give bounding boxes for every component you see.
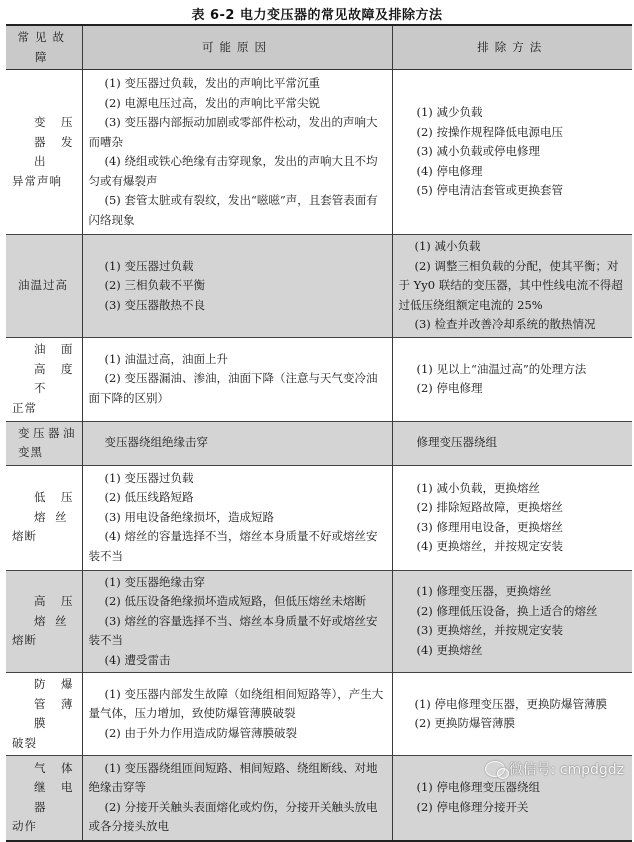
watermark-text: 微信号: cmpdgdz: [508, 762, 624, 778]
fault-cell: [6, 465, 82, 570]
cause-item: (2) 低压设备绝缘损坏造成短路，但低压熔丝未熔断: [104, 594, 366, 608]
causes-cell: [82, 465, 392, 570]
solution-item: (1) 减小负载: [414, 239, 481, 253]
causes-cell: [82, 673, 392, 756]
fault-cell: [6, 421, 82, 465]
wechat-icon: [485, 761, 505, 777]
causes-cell: [82, 756, 392, 841]
fault-text: 熔断: [12, 529, 37, 544]
solution-item: (1) 停电修理变压器绕组: [416, 780, 540, 795]
solution-item: (3) 减小负载或停电修理: [416, 144, 540, 159]
solution-item: (2) 调整三相负载的分配，使其平衡；对于 Yy0 联结的变压器，其中性线电流不得超过低压绕组额定电流的 25%: [398, 258, 623, 312]
fault-cell: [6, 673, 82, 756]
cause-item: (1) 变压器过负载: [104, 470, 194, 485]
fault-text: 变压器发出: [34, 115, 76, 168]
fault-text: 油面高度不: [34, 342, 76, 395]
cause-item: (3) 熔丝的容量选择不当、熔丝本身质量不好或熔丝安装不当: [88, 613, 378, 647]
cause-item: (2) 低压线路短路: [104, 490, 194, 505]
table-row: [6, 70, 632, 235]
solution-item: (3) 修理用电设备，更换熔丝: [416, 519, 563, 534]
solution-item: (4) 更换熔丝，并按规定安装: [416, 539, 563, 553]
solution-item: (1) 修理变压器，更换熔丝: [416, 584, 552, 599]
solution-item: (4) 更换熔丝: [416, 642, 483, 657]
solution-item: (3) 检查并改善冷却系统的散热情况: [414, 317, 596, 331]
table-row: [6, 235, 632, 338]
solution-item: (2) 排除短路故障，更换熔丝: [416, 500, 563, 514]
solutions-cell: [392, 337, 632, 421]
solution-item: (2) 停电修理: [416, 381, 483, 395]
cause-item: (2) 由于外力作用造成防爆管薄膜破裂: [104, 725, 297, 740]
causes-cell: [82, 570, 392, 673]
solution-item: (2) 停电修理分接开关: [416, 799, 529, 814]
cause-item: (2) 电源电压过高，发出的声响比平常尖锐: [104, 95, 320, 110]
fault-text: 高 压 熔 丝: [34, 594, 76, 628]
solutions-cell: [392, 70, 632, 235]
fault-cell: [6, 337, 82, 421]
fault-text: 变压器油变黑: [18, 425, 76, 459]
fault-text: 动作: [12, 819, 37, 834]
cause-item: (1) 变压器过负载，发出的声响比平常沉重: [104, 76, 320, 90]
solution-item: (1) 减少负载: [416, 105, 483, 120]
fault-text: 油温过高: [18, 278, 68, 292]
cause-item: (3) 变压器散热不良: [104, 297, 205, 312]
cause-item: (1) 变压器过负载: [104, 258, 194, 273]
cause-item: (5) 套管太脏或有裂纹，发出“嗞嗞”声，且套管表面有闪络现象: [88, 193, 378, 227]
solution-item: 修理变压器绕组: [416, 435, 497, 450]
solution-item: (2) 按操作规程降低电源电压: [416, 124, 563, 139]
table-row: [6, 465, 632, 570]
solution-item: (1) 停电修理变压器，更换防爆管薄膜: [414, 696, 607, 711]
table-row: [6, 337, 632, 421]
fault-cell: [6, 570, 82, 673]
solution-item: (1) 见以上“油温过高”的处理方法: [416, 361, 587, 376]
fault-text: 气体继电器: [34, 760, 76, 814]
solution-item: (2) 修理低压设备，换上适合的熔丝: [416, 603, 598, 618]
table-row: [6, 570, 632, 673]
table-header-row: [6, 25, 632, 70]
solutions-cell: [392, 421, 632, 465]
cause-item: 变压器绕组绝缘击穿: [104, 435, 208, 450]
fault-text: 正常: [12, 400, 37, 415]
cause-item: (2) 变压器漏油、渗油，油面下降（注意与天气变冷油面下降的区别）: [88, 371, 378, 405]
cause-item: (2) 三相负载不平衡: [104, 278, 205, 292]
fault-cell: [6, 235, 82, 338]
cause-item: (4) 绕组或铁心绝缘有击穿现象，发出的声响大且不均匀或有爆裂声: [88, 154, 378, 188]
header-fault: 常见故障: [17, 30, 70, 64]
table-title: 表 6-2 电力变压器的常见故障及排除方法: [191, 8, 443, 23]
solution-item: (5) 停电清洁套管或更换套管: [416, 183, 563, 198]
solution-item: (1) 减小负载，更换熔丝: [416, 480, 540, 495]
watermark: [485, 759, 624, 779]
solution-item: (3) 更换熔丝，并按规定安装: [416, 623, 563, 638]
fault-cell: [6, 756, 82, 841]
cause-item: (1) 变压器内部发生故障（如绕组相间短路等），产生大量气体，压力增加，致使防爆管薄膜破裂: [88, 686, 384, 721]
solution-item: (4) 停电修理: [416, 163, 483, 178]
cause-item: (4) 遭受雷击: [104, 652, 171, 667]
fault-text: 防爆管薄膜: [34, 677, 76, 730]
fault-text: 熔断: [12, 633, 37, 647]
causes-cell: [82, 337, 392, 421]
fault-table: [6, 24, 632, 842]
header-causes: 可能原因: [82, 25, 392, 70]
causes-cell: [82, 235, 392, 338]
solutions-cell: [392, 570, 632, 673]
fault-text: 低 压 熔 丝: [34, 490, 76, 524]
fault-text: 异常声响: [12, 173, 62, 188]
table-body: [6, 70, 632, 841]
solution-item: (2) 更换防爆管薄膜: [414, 716, 515, 730]
header-solutions: 排除方法: [392, 25, 632, 70]
fault-text: 破裂: [12, 735, 37, 750]
cause-item: (1) 油温过高，油面上升: [104, 351, 228, 366]
cause-item: (3) 变压器内部振动加剧或零部件松动，发出的声响大而嘈杂: [88, 115, 378, 149]
cause-item: (3) 用电设备绝缘损坏，造成短路: [104, 509, 274, 524]
cause-item: (1) 变压器绕组匝间短路、相间短路、绕组断线、对地绝缘击穿等: [88, 760, 378, 795]
cause-item: (2) 分接开关触头表面熔化或灼伤，分接开关触头放电或各分接头放电: [88, 799, 378, 834]
cause-item: (4) 熔丝的容量选择不当，熔丝本身质量不好或熔丝安装不当: [88, 529, 378, 563]
table-row: [6, 673, 632, 756]
cause-item: (1) 变压器绝缘击穿: [104, 574, 205, 589]
solutions-cell: [392, 235, 632, 338]
solutions-cell: [392, 673, 632, 756]
causes-cell: [82, 421, 392, 465]
table-row: [6, 421, 632, 465]
fault-cell: [6, 70, 82, 235]
solutions-cell: [392, 465, 632, 570]
causes-cell: [82, 70, 392, 235]
